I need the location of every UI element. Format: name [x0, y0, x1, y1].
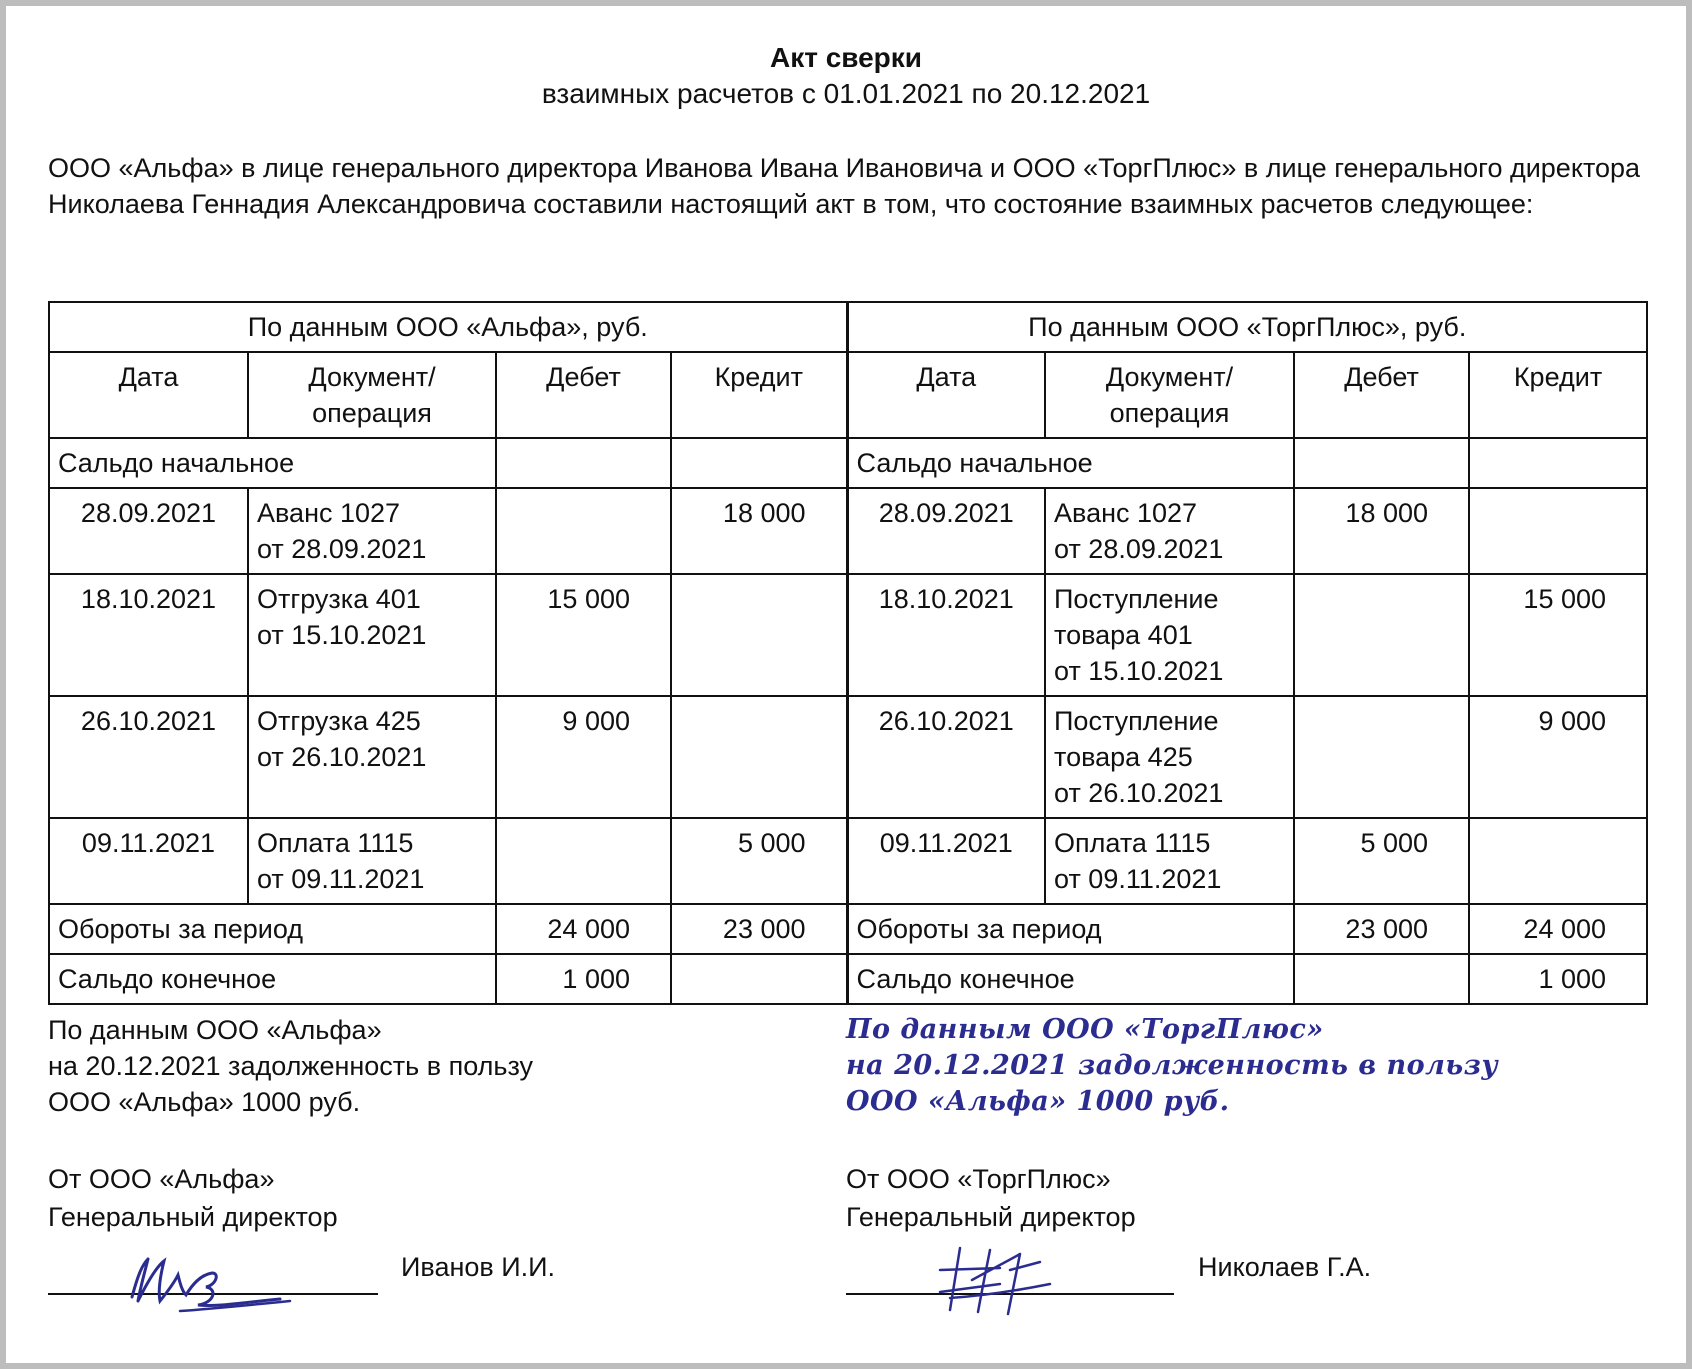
row-date-right: 26.10.2021: [847, 696, 1045, 818]
col-debit-left: Дебет: [496, 352, 671, 438]
row-debit-left: 15 000: [496, 574, 671, 696]
col-date-left: Дата: [49, 352, 248, 438]
doc-line: Оплата 1115: [1054, 828, 1211, 858]
doc-line: товара 401: [1054, 620, 1193, 650]
row-doc-right: [1045, 818, 1294, 904]
doc-line: от 09.11.2021: [257, 864, 425, 894]
conclusion-line: По данным ООО «ТоргПлюс»: [846, 1014, 1324, 1045]
turnover-credit-right: 24 000: [1469, 904, 1647, 954]
closing-debit-right: [1294, 954, 1469, 1004]
doc-line: Аванс 1027: [257, 498, 401, 528]
conclusion-line: на 20.12.2021 задолженность в пользу: [48, 1051, 534, 1081]
opening-debit-left: [496, 438, 671, 488]
doc-line: Отгрузка 425: [257, 706, 421, 736]
doc-line: от 15.10.2021: [257, 620, 427, 650]
row-date-left: 09.11.2021: [49, 818, 248, 904]
doc-line: Аванс 1027: [1054, 498, 1198, 528]
col-doc-line2: операция: [1109, 398, 1230, 428]
row-credit-left: 18 000: [671, 488, 847, 574]
closing-label-right: Сальдо конечное: [847, 954, 1294, 1004]
row-credit-right: 9 000: [1469, 696, 1647, 818]
doc-line: товара 425: [1054, 742, 1193, 772]
right-group-header: По данным ООО «ТоргПлюс», руб.: [847, 302, 1647, 352]
row-credit-left: [671, 696, 847, 818]
col-debit-right: Дебет: [1294, 352, 1469, 438]
doc-line: Оплата 1115: [257, 828, 414, 858]
opening-credit-right: [1469, 438, 1647, 488]
signature-nikolaev-icon: [920, 1240, 1110, 1320]
row-date-right: 28.09.2021: [847, 488, 1045, 574]
signatory-name-right: Николаев Г.А.: [1198, 1252, 1372, 1282]
row-credit-left: [671, 574, 847, 696]
doc-line: Отгрузка 401: [257, 584, 421, 614]
doc-line: от 15.10.2021: [1054, 656, 1224, 686]
col-doc-line1: Документ/: [308, 362, 436, 392]
row-doc-left: [248, 488, 496, 574]
column-header-row: [49, 352, 1647, 438]
col-credit-left: Кредит: [671, 352, 847, 438]
table-row: [49, 818, 1647, 904]
signature-block-torgplus: [846, 1160, 1136, 1236]
conclusion-line: ООО «Альфа» 1000 руб.: [846, 1086, 1230, 1117]
closing-balance-row: [49, 954, 1647, 1004]
row-date-left: 18.10.2021: [49, 574, 248, 696]
col-doc-line1: Документ/: [1105, 362, 1234, 392]
col-doc-left: [248, 352, 496, 438]
row-credit-right: [1469, 818, 1647, 904]
closing-label-left: Сальдо конечное: [49, 954, 496, 1004]
turnover-label-left: Обороты за период: [49, 904, 496, 954]
reconciliation-table: [48, 301, 1648, 1005]
closing-credit-right: 1 000: [1469, 954, 1647, 1004]
conclusion-alfa: [48, 1012, 533, 1120]
row-debit-left: 9 000: [496, 696, 671, 818]
conclusion-torgplus-handwritten: [846, 1012, 1498, 1120]
opening-balance-row: [49, 438, 1647, 488]
table-row: [49, 574, 1647, 696]
row-doc-left: [248, 574, 496, 696]
row-debit-right: [1294, 574, 1469, 696]
signatory-from: От ООО «Альфа»: [48, 1164, 275, 1194]
opening-debit-right: [1294, 438, 1469, 488]
col-doc-line2: операция: [312, 398, 432, 428]
turnover-label-right: Обороты за период: [847, 904, 1294, 954]
table-row: [49, 488, 1647, 574]
doc-line: от 09.11.2021: [1054, 864, 1222, 894]
signatory-position: Генеральный директор: [846, 1202, 1136, 1232]
conclusion-line: на 20.12.2021 задолженность в пользу: [846, 1050, 1499, 1081]
turnover-debit-left: 24 000: [496, 904, 671, 954]
row-date-right: 18.10.2021: [847, 574, 1045, 696]
row-doc-left: [248, 818, 496, 904]
signature-ivanov-icon: [120, 1245, 300, 1315]
opening-credit-left: [671, 438, 847, 488]
intro-paragraph: ООО «Альфа» в лице генерального директора Иванова Ивана Ивановича и ООО «ТоргПлюс» в лице генерального директора Николаева Геннадия Александровича составили настоящий акт в том, что состояние взаимных расчетов следующее:: [48, 153, 1641, 219]
signature-block-alfa: [48, 1160, 338, 1236]
table-row: [49, 696, 1647, 818]
row-doc-right: [1045, 488, 1294, 574]
group-header-row: [49, 302, 1647, 352]
col-credit-right: Кредит: [1469, 352, 1647, 438]
doc-line: от 28.09.2021: [1054, 534, 1224, 564]
turnover-credit-left: 23 000: [671, 904, 847, 954]
closing-debit-left: 1 000: [496, 954, 671, 1004]
signatory-position: Генеральный директор: [48, 1202, 338, 1232]
doc-line: Поступление: [1054, 584, 1219, 614]
row-debit-left: [496, 818, 671, 904]
row-debit-right: 5 000: [1294, 818, 1469, 904]
doc-line: от 28.09.2021: [257, 534, 427, 564]
row-date-left: 28.09.2021: [49, 488, 248, 574]
row-date-left: 26.10.2021: [49, 696, 248, 818]
doc-line: от 26.10.2021: [257, 742, 427, 772]
doc-line: от 26.10.2021: [1054, 778, 1224, 808]
row-doc-right: [1045, 696, 1294, 818]
row-credit-right: [1469, 488, 1647, 574]
opening-label-right: Сальдо начальное: [847, 438, 1294, 488]
signatory-name-left: Иванов И.И.: [401, 1252, 556, 1282]
row-doc-right: [1045, 574, 1294, 696]
turnover-debit-right: 23 000: [1294, 904, 1469, 954]
document-title: Акт сверки: [769, 42, 923, 73]
row-doc-left: [248, 696, 496, 818]
row-date-right: 09.11.2021: [847, 818, 1045, 904]
doc-line: Поступление: [1054, 706, 1219, 736]
row-debit-right: 18 000: [1294, 488, 1469, 574]
left-group-header: По данным ООО «Альфа», руб.: [49, 302, 847, 352]
col-doc-right: [1045, 352, 1294, 438]
conclusion-line: По данным ООО «Альфа»: [48, 1015, 382, 1045]
closing-credit-left: [671, 954, 847, 1004]
conclusion-line: ООО «Альфа» 1000 руб.: [48, 1087, 361, 1117]
row-credit-left: 5 000: [671, 818, 847, 904]
row-debit-right: [1294, 696, 1469, 818]
row-credit-right: 15 000: [1469, 574, 1647, 696]
signatory-from: От ООО «ТоргПлюс»: [846, 1164, 1111, 1194]
turnover-row: [49, 904, 1647, 954]
row-debit-left: [496, 488, 671, 574]
opening-label-left: Сальдо начальное: [49, 438, 496, 488]
col-date-right: Дата: [847, 352, 1045, 438]
document-subtitle: взаимных расчетов с 01.01.2021 по 20.12.2021: [541, 78, 1151, 109]
